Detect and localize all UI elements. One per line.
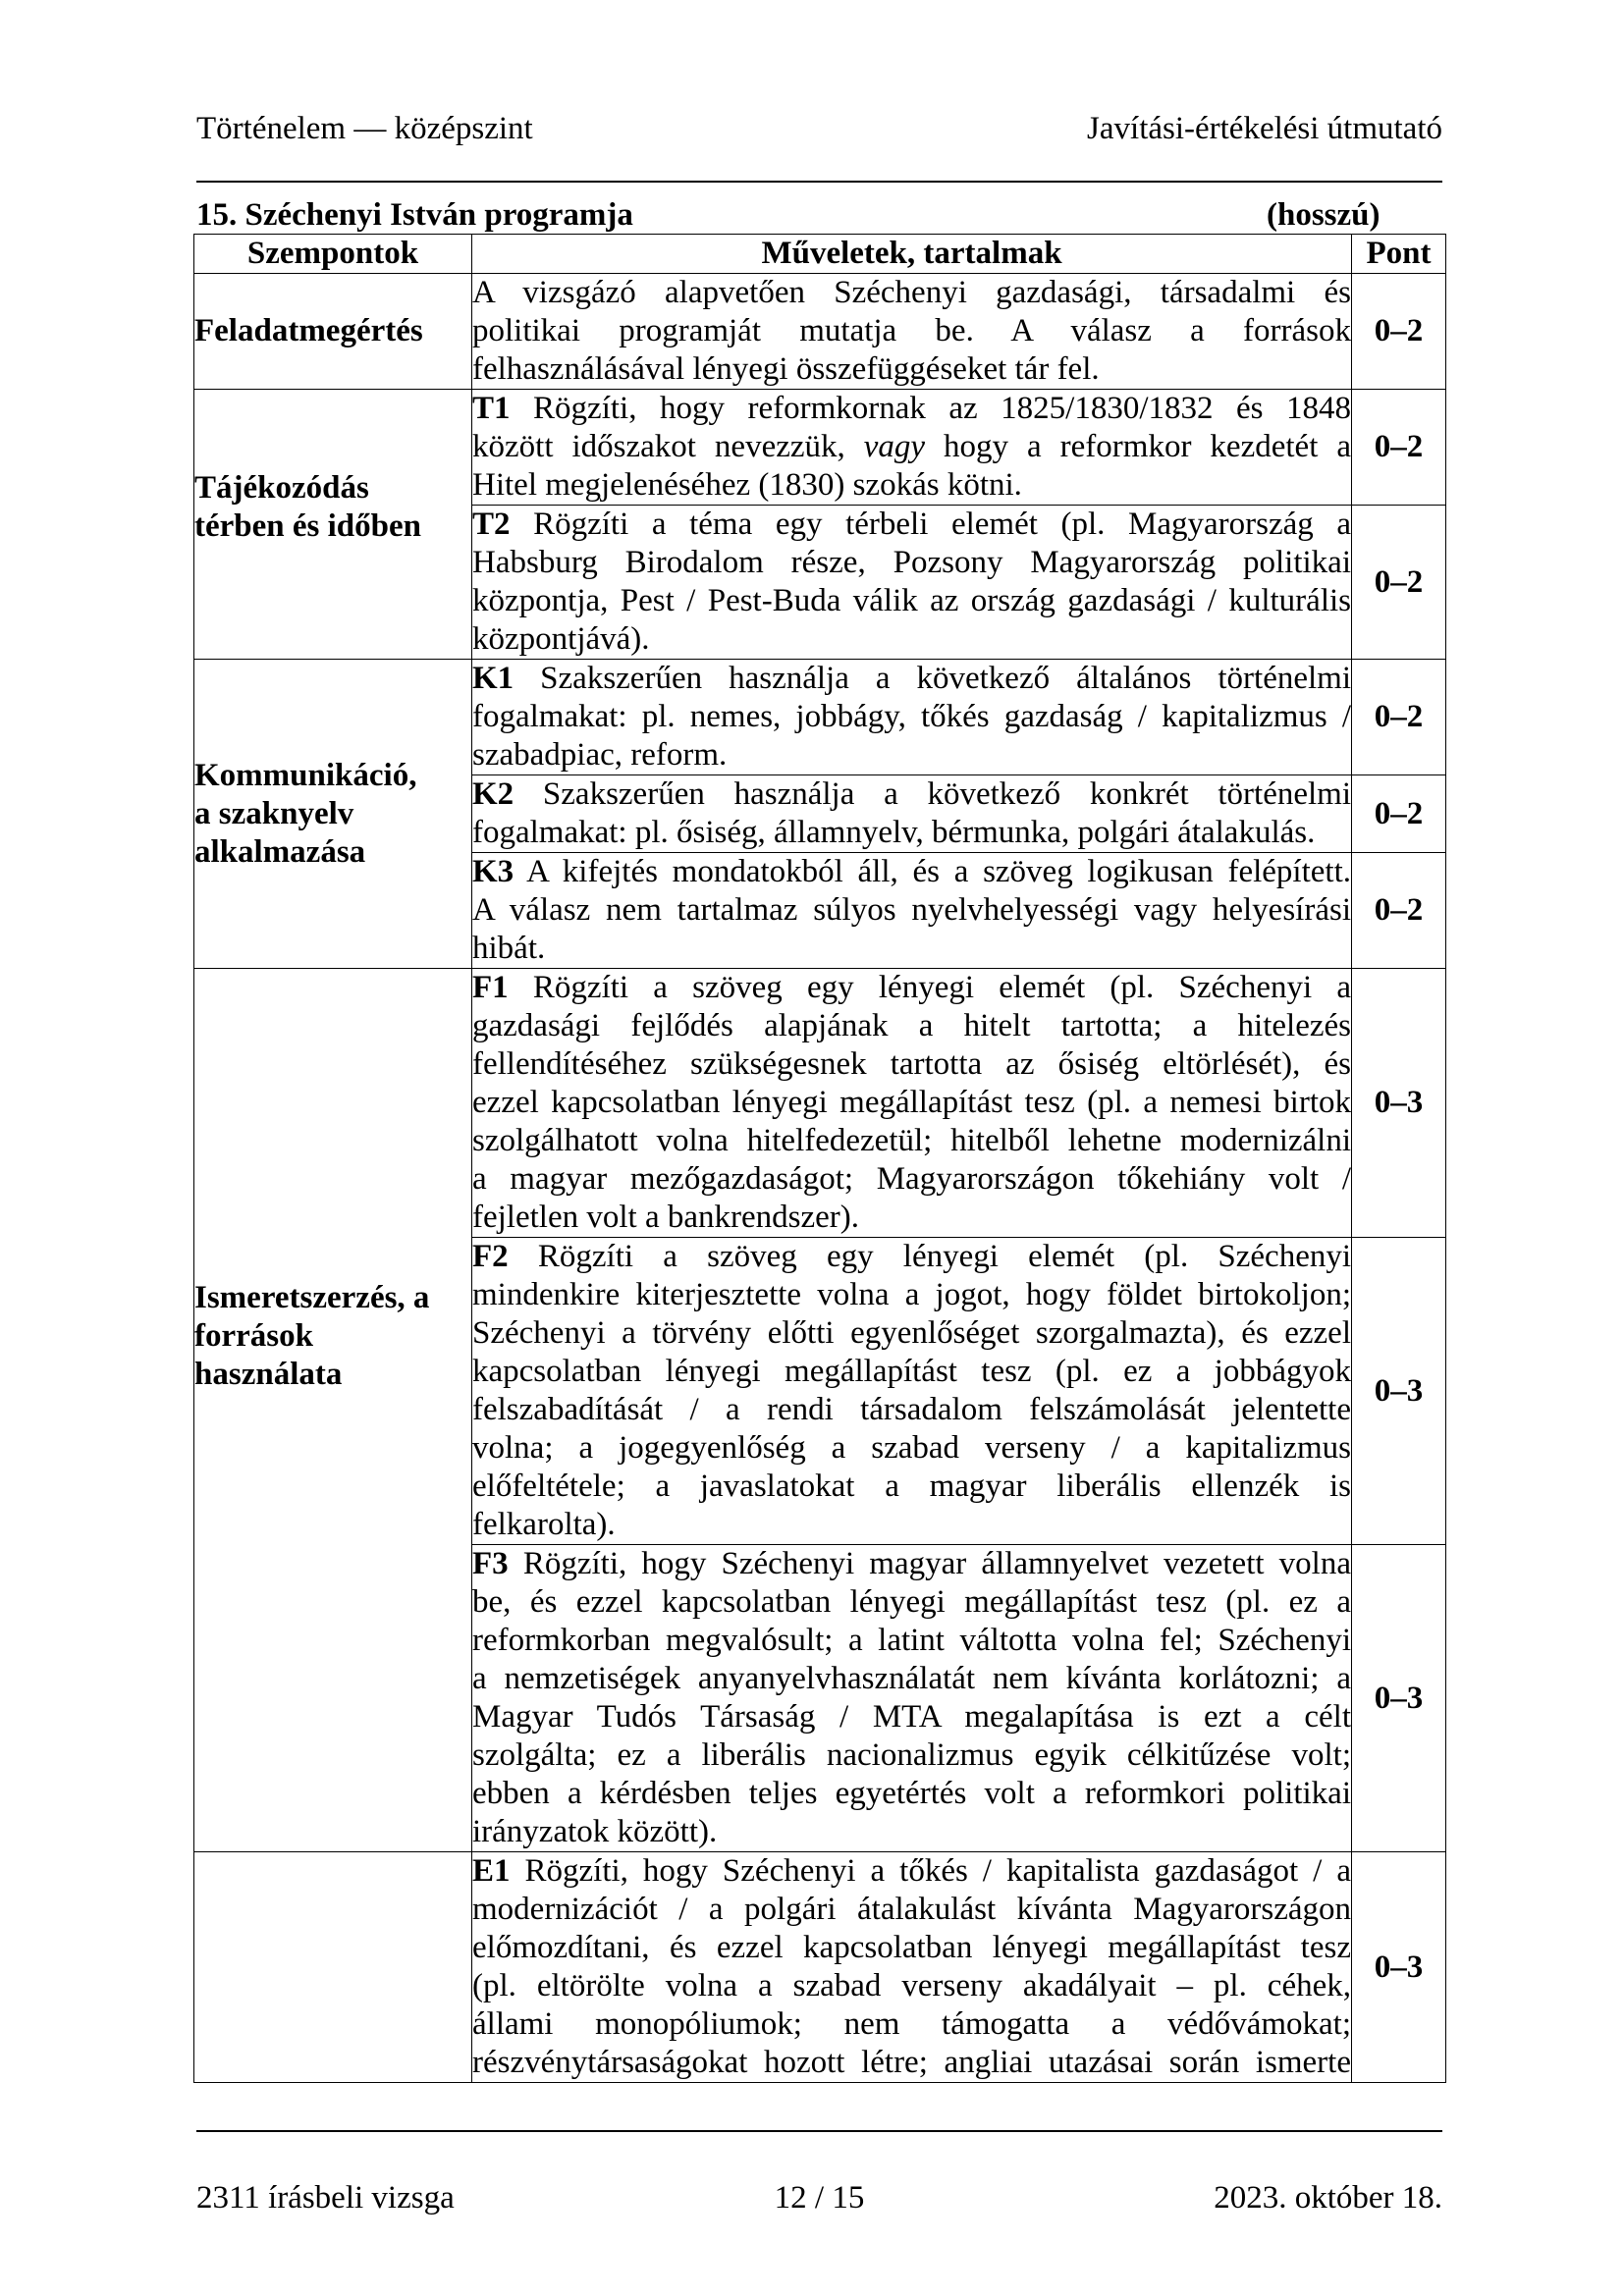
item-code: K3 — [472, 854, 514, 889]
text-segment: Rögzíti, hogy reformkornak az 1825/1830/1832 és 1848 — [533, 391, 1352, 426]
text-segment: hogy a reformkor kezdetét a — [925, 429, 1351, 464]
text-segment: politikai programját mutatja be. A válasz a források — [472, 313, 1351, 348]
points-cell: 0–3 — [1352, 1852, 1446, 2083]
header-divider — [196, 181, 1442, 183]
text-segment: reformkorban megvalósult; a latint váltotta volna fel; Széchenyi — [472, 1623, 1351, 1658]
footer-exam: 2311 írásbeli vizsga — [196, 2180, 455, 2216]
scoring-table-head — [194, 235, 1446, 274]
text-line — [472, 1891, 1351, 1929]
text-segment: Magyar Tudós Társaság / MTA megalapítása is ezt a célt — [472, 1699, 1351, 1735]
text-line — [472, 1045, 1351, 1084]
text-line — [472, 1736, 1351, 1775]
text-segment: a nemzetiségek anyanyelvhasználatát nem kívánta korlátozni; a — [472, 1661, 1351, 1696]
text-line — [472, 1929, 1351, 1967]
text-line — [472, 1660, 1351, 1698]
criterion-cell — [194, 1852, 472, 2083]
text-segment: modernizációt / a polgári átalakulást kívánta Magyarországon — [472, 1892, 1351, 1927]
text-line — [472, 390, 1351, 428]
text-segment: (pl. eltörölte volna a szabad verseny akadályait – pl. céhek, — [472, 1968, 1351, 2003]
criterion-label-line: alkalmazása — [194, 833, 366, 870]
text-line — [472, 1468, 1351, 1506]
text-segment: részvénytársaságokat hozott létre; angliai utazásai során ismerte — [472, 2045, 1351, 2080]
column-header-criteria: Szempontok — [194, 235, 472, 274]
criterion-label-line: a szaknyelv — [194, 795, 354, 831]
text-line — [472, 506, 1351, 544]
criterion-cell — [194, 274, 472, 390]
text-segment: Szakszerűen használja a következő konkrét történelmi — [542, 776, 1352, 812]
footer-divider — [196, 2130, 1442, 2132]
points-cell: 0–2 — [1352, 775, 1446, 853]
scoring-table — [193, 234, 1446, 2083]
text-segment: állami monopóliumok; nem támogatta a védővámokat; — [472, 2006, 1351, 2042]
text-line — [472, 1622, 1351, 1660]
text-segment: Habsburg Birodalom része, Pozsony Magyarország politikai — [472, 545, 1351, 580]
table-row — [194, 660, 1446, 775]
table-row — [194, 390, 1446, 506]
text-line — [472, 660, 1351, 698]
operations-cell — [472, 506, 1352, 660]
text-line — [472, 428, 1351, 466]
item-code: F3 — [472, 1546, 509, 1581]
task-type: (hosszú) — [1267, 197, 1380, 233]
text-segment: kapcsolatban lényegi megállapítást tesz (pl. ez a jobbágyok — [472, 1354, 1351, 1389]
text-segment: A vizsgázó alapvetően Széchenyi gazdasági, társadalmi és — [472, 275, 1351, 310]
text-segment: Rögzíti a szöveg egy lényegi elemét (pl. Széchenyi a — [532, 970, 1352, 1005]
text-segment: Rögzíti, hogy Széchenyi a tőkés / kapitalista gazdaságot / a — [524, 1853, 1351, 1889]
text-segment: A kifejtés mondatokból áll, és a szöveg logikusan felépített. — [526, 854, 1351, 889]
text-segment: előfeltétele; a javaslatokat a magyar liberális ellenzék is — [472, 1468, 1351, 1504]
item-code: T1 — [472, 391, 511, 426]
text-segment: szabadpiac, reform. — [472, 737, 728, 773]
points-cell: 0–2 — [1352, 390, 1446, 506]
text-segment: a magyar mezőgazdaságot; Magyarországon tőkehiány volt / — [472, 1161, 1351, 1197]
criterion-label-line: források — [194, 1318, 313, 1354]
text-line — [472, 1506, 1351, 1544]
text-segment: hibát. — [472, 931, 546, 966]
header-doc-type: Javítási-értékelési útmutató — [1087, 111, 1442, 146]
task-title: 15. Széchenyi István programja — [196, 197, 633, 233]
item-code: K2 — [472, 776, 514, 812]
criterion-label-line: használata — [194, 1357, 343, 1392]
criterion-cell — [194, 390, 472, 660]
text-segment: szolgálta; ez a liberális nacionalizmus egyik célkitűzése volt; — [472, 1737, 1351, 1773]
text-segment: irányzatok között). — [472, 1814, 718, 1849]
text-segment: felkarolta). — [472, 1507, 616, 1542]
text-line — [472, 1583, 1351, 1622]
text-line — [472, 2044, 1351, 2082]
text-segment: szolgálhatott volna hitelfedezetül; hitelből lehetne modernizálni — [472, 1123, 1351, 1158]
text-line — [472, 891, 1351, 930]
text-line — [472, 1391, 1351, 1429]
operations-cell — [472, 660, 1352, 775]
text-line — [472, 814, 1351, 852]
criterion-label-line: Feladatmegértés — [194, 313, 423, 348]
points-cell: 0–3 — [1352, 969, 1446, 1238]
text-segment: mindenkire kiterjesztette volna a jogot, hogy földet birtokoljon; — [472, 1277, 1351, 1312]
item-code: E1 — [472, 1853, 511, 1889]
text-line — [472, 1160, 1351, 1199]
item-code: F2 — [472, 1239, 509, 1274]
text-line — [472, 544, 1351, 582]
points-cell: 0–2 — [1352, 274, 1446, 390]
text-segment: fejletlen volt a bankrendszer). — [472, 1200, 859, 1235]
text-segment: Rögzíti a téma egy térbeli elemét (pl. Magyarország a — [533, 507, 1351, 542]
text-segment: Szakszerűen használja a következő általános történelmi — [540, 661, 1352, 696]
text-line — [472, 853, 1351, 891]
text-segment: be, és ezzel kapcsolatban lényegi megállapítást tesz (pl. ez a — [472, 1584, 1351, 1620]
text-segment: Hitel megjelenéséhez (1830) szokás kötni. — [472, 467, 1022, 503]
criterion-label-line: Ismeretszerzés, a — [194, 1280, 430, 1315]
operations-cell — [472, 1852, 1352, 2083]
text-line — [472, 1967, 1351, 2005]
text-line — [472, 1007, 1351, 1045]
text-line — [472, 2005, 1351, 2044]
text-line — [472, 1775, 1351, 1813]
item-code: T2 — [472, 507, 511, 542]
text-line — [472, 1545, 1351, 1583]
text-line — [472, 1698, 1351, 1736]
text-line — [472, 274, 1351, 312]
criterion-cell — [194, 660, 472, 969]
column-header-operations: Műveletek, tartalmak — [472, 235, 1352, 274]
item-code: K1 — [472, 661, 514, 696]
text-segment: Széchenyi a törvény előtti egyenlőséget szorgalmazta), és ezzel — [472, 1315, 1351, 1351]
text-line — [472, 1852, 1351, 1891]
table-row — [194, 1852, 1446, 2083]
text-segment: központja, Pest / Pest-Buda válik az ország gazdasági / kulturális — [472, 583, 1351, 618]
text-line — [472, 698, 1351, 736]
text-line — [472, 969, 1351, 1007]
points-cell: 0–3 — [1352, 1238, 1446, 1545]
text-line — [472, 1276, 1351, 1314]
text-segment: előmozdítani, és ezzel kapcsolatban lényegi megállapítást tesz — [472, 1930, 1351, 1965]
text-segment: fogalmakat: pl. ősiség, államnyelv, bérmunka, polgári átalakulás. — [472, 815, 1316, 850]
operations-cell — [472, 1545, 1352, 1852]
text-segment: fellendítéséhez szükségesnek tartotta az ősiség eltörlését), és — [472, 1046, 1351, 1082]
criterion-label-line: Kommunikáció, — [194, 757, 417, 793]
operations-cell — [472, 853, 1352, 969]
text-segment: Rögzíti a szöveg egy lényegi elemét (pl. Széchenyi — [537, 1239, 1352, 1274]
text-line — [472, 1238, 1351, 1276]
text-line — [472, 1122, 1351, 1160]
text-segment: felszabadítását / a rendi társadalom felszámolását jelentette — [472, 1392, 1351, 1427]
text-line — [472, 1314, 1351, 1353]
text-segment: felhasználásával lényegi összefüggéseket tár fel. — [472, 351, 1100, 387]
text-line — [472, 1199, 1351, 1237]
text-line — [472, 350, 1351, 389]
text-line — [472, 620, 1351, 659]
operations-cell — [472, 390, 1352, 506]
text-segment: Rögzíti, hogy Széchenyi magyar államnyelvet vezetett volna — [522, 1546, 1351, 1581]
text-line — [472, 736, 1351, 774]
page-header — [196, 110, 1442, 148]
footer-page-number: 12 / 15 — [774, 2180, 865, 2216]
criterion-cell — [194, 969, 472, 1852]
points-cell: 0–2 — [1352, 506, 1446, 660]
text-line — [472, 1353, 1351, 1391]
text-segment: volna; a jogegyenlőség a szabad verseny / a kapitalizmus — [472, 1430, 1351, 1466]
points-cell: 0–2 — [1352, 853, 1446, 969]
text-line — [472, 466, 1351, 505]
text-line — [472, 582, 1351, 620]
page-footer — [196, 2179, 1442, 2217]
text-line — [472, 312, 1351, 350]
text-line — [472, 1429, 1351, 1468]
text-line — [472, 775, 1351, 814]
operations-cell — [472, 274, 1352, 390]
points-cell: 0–2 — [1352, 660, 1446, 775]
table-row — [194, 969, 1446, 1238]
text-line — [472, 930, 1351, 968]
operations-cell — [472, 1238, 1352, 1545]
table-row — [194, 274, 1446, 390]
header-subject: Történelem — középszint — [196, 111, 533, 146]
text-line — [472, 1084, 1351, 1122]
footer-date: 2023. október 18. — [1214, 2180, 1442, 2216]
text-segment: között időszakot nevezzük, — [472, 429, 864, 464]
text-segment: A válasz nem tartalmaz súlyos nyelvhelyességi vagy helyesírási — [472, 892, 1351, 928]
table-header-row — [194, 235, 1446, 274]
text-segment: fogalmakat: pl. nemes, jobbágy, tőkés gazdaság / kapitalizmus / — [472, 699, 1351, 734]
operations-cell — [472, 969, 1352, 1238]
scoring-table-body — [194, 274, 1446, 2083]
operations-cell — [472, 775, 1352, 853]
text-segment: ebben a kérdésben teljes egyetértés volt a reformkori politikai — [472, 1776, 1351, 1811]
criterion-label-line: térben és időben — [194, 508, 421, 544]
text-segment: ezzel kapcsolatban lényegi megállapítást tesz (pl. a nemesi birtok — [472, 1085, 1351, 1120]
text-line — [472, 1813, 1351, 1851]
points-cell: 0–3 — [1352, 1545, 1446, 1852]
text-segment: központjává). — [472, 621, 650, 657]
column-header-points: Pont — [1352, 235, 1446, 274]
item-code: F1 — [472, 970, 509, 1005]
criterion-label-line: Tájékozódás — [194, 470, 369, 506]
text-segment: gazdasági fejlődés alapjának a hitelt tartotta; a hitelezés — [472, 1008, 1351, 1043]
italic-text-segment: vagy — [863, 429, 926, 464]
